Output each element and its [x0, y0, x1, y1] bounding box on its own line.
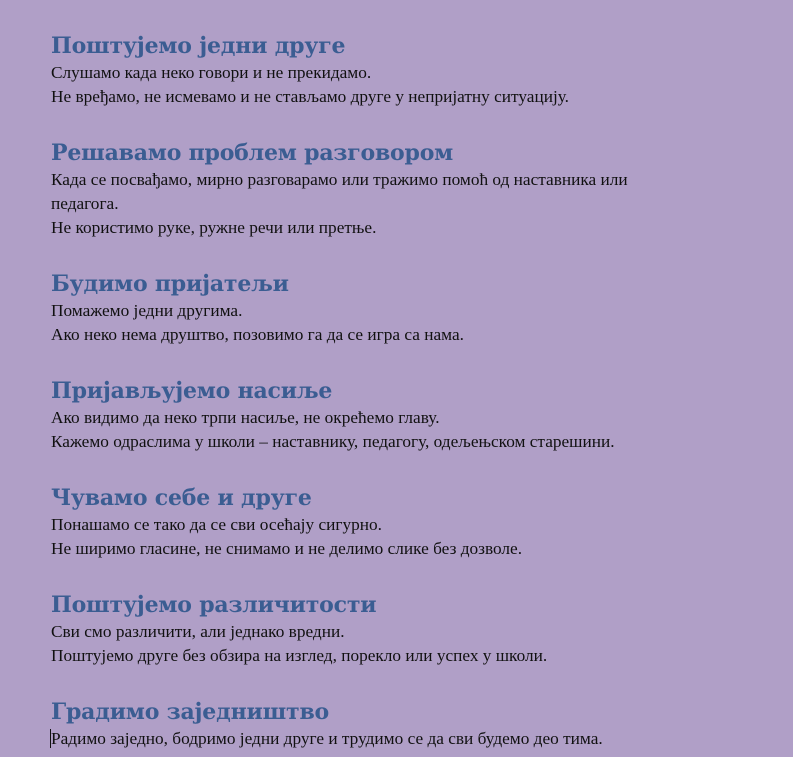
section-report — [51, 376, 751, 454]
section-heading: Чувамо себе и друге — [51, 485, 312, 511]
section-line: Ако неко нема друштво, позовимо га да се игра са нама. — [51, 325, 464, 344]
section-heading: Поштујемо различитости — [51, 592, 377, 618]
section-line: Не ширимо гласине, не снимамо и не делимо слике без дозволе. — [51, 539, 523, 558]
section-diversity — [51, 590, 751, 668]
section-line-with-cursor[interactable] — [51, 727, 751, 751]
section-line: Понашамо се тако да се сви осећају сигурно. — [51, 515, 382, 534]
section-line: Када се посвађамо, мирно разговарамо или тражимо помоћ од наставника или — [51, 170, 628, 189]
section-conversation — [51, 138, 751, 240]
section-heading: Будимо пријатељи — [51, 271, 289, 297]
section-line: Ако видимо да неко трпи насиље, не окрећемо главу. — [51, 408, 440, 427]
section-line: Радимо заједно, бодримо једни друге и трудимо се да сви будемо део тима. — [51, 729, 603, 748]
section-line: педагога. — [51, 194, 119, 213]
section-line: Помажемо једни другима. — [51, 301, 243, 320]
section-heading: Поштујемо једни друге — [51, 33, 346, 59]
section-heading: Градимо заједништво — [51, 699, 330, 725]
section-friends — [51, 269, 751, 347]
section-line: Не вређамо, не исмевамо и не стављамо друге у непријатну ситуацију. — [51, 87, 569, 106]
section-line: Не користимо руке, ружне речи или претње. — [51, 218, 377, 237]
section-community — [51, 697, 751, 751]
section-heading: Решавамо проблем разговором — [51, 140, 454, 166]
section-respect — [51, 31, 751, 109]
section-line: Поштујемо друге без обзира на изглед, порекло или успех у школи. — [51, 646, 548, 665]
section-safety — [51, 483, 751, 561]
section-line: Слушамо када неко говори и не прекидамо. — [51, 63, 372, 82]
section-line: Сви смо различити, али једнако вредни. — [51, 622, 345, 641]
section-heading: Пријављујемо насиље — [51, 378, 333, 404]
document-body[interactable] — [51, 31, 751, 751]
section-line: Кажемо одраслима у школи – наставнику, педагогу, одељењском старешини. — [51, 432, 615, 451]
